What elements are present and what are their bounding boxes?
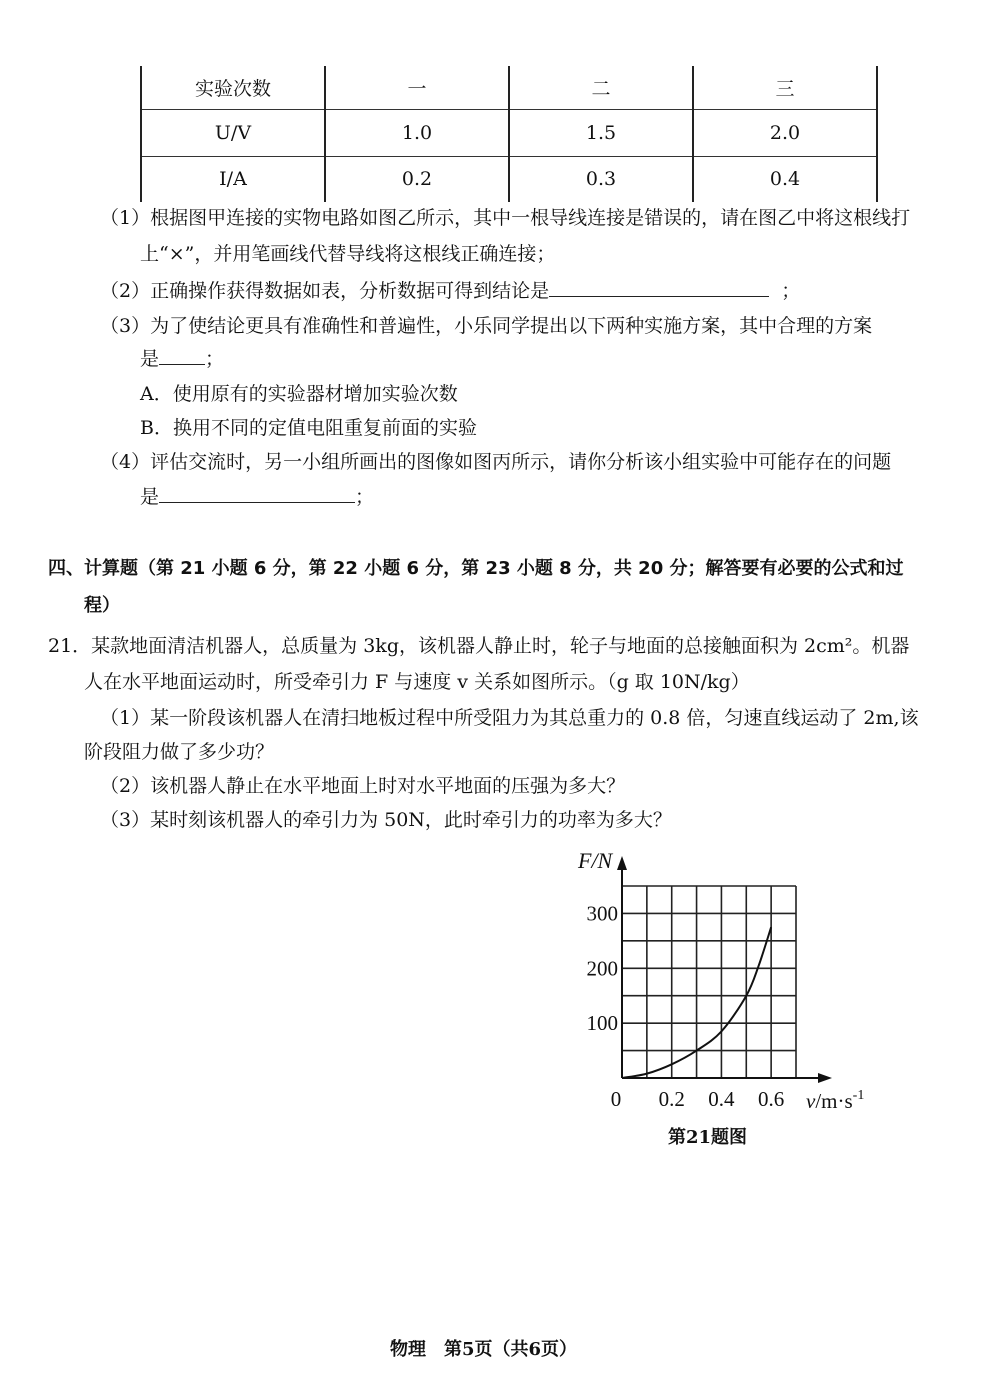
x-axis-arrow [818,1073,832,1083]
x-tick-label: 0.2 [658,1087,685,1111]
table-header-cell: 二 [509,66,693,110]
table-cell: 0.3 [509,156,693,202]
chart-axes [617,856,832,1083]
q20-part3-end: ； [205,348,225,370]
table-header-cell: 实验次数 [141,66,325,110]
y-tick-label: 300 [586,901,618,926]
chart-xlabel-var: v [806,1089,816,1113]
chart-ticks [587,901,785,1111]
experiment-data-table [140,66,878,202]
q20-part4-end: ； [355,486,375,508]
y-axis-arrow [617,856,627,870]
q20-part2-end: ； [781,280,801,302]
x-tick-label: 0.6 [758,1087,785,1111]
q20-part3-pre: 是 [140,348,160,370]
table-header-cell: 一 [325,66,509,110]
q20-part2-text: （2）正确操作获得数据如表，分析数据可得到结论是 [100,280,550,302]
section-4-heading-line2: 程） [84,595,120,616]
table-cell: U/V [141,110,325,156]
table-cell: 1.0 [325,110,509,156]
y-tick-label: 200 [586,956,618,981]
q21-sub2: （2）该机器人静止在水平地面上时对水平地面的压强为多大？ [100,775,626,797]
answer-blank[interactable] [159,346,205,365]
answer-blank[interactable] [549,278,769,297]
chart-caption: 第21题图 [668,1127,748,1148]
q20-part3-line1: （3）为了使结论更具有准确性和普遍性，小乐同学提出以下两种实施方案，其中合理的方案 [100,315,873,337]
q21-sub1-line1: （1）某一阶段该机器人在清扫地板过程中所受阻力为其总重力的 0.8 倍，匀速直线运动了 2m,该 [100,707,919,729]
q20-part4-line1: （4）评估交流时，另一小组所画出的图像如图丙所示，请你分析该小组实验中可能存在的问题 [100,451,892,473]
chart-xlabel-unit: /m·s [815,1089,853,1113]
force-velocity-chart [560,840,890,1160]
chart-xlabel [806,1088,864,1113]
q20-part2 [100,278,800,303]
q20-option-a: A．使用原有的实验器材增加实验次数 [140,383,458,405]
q21-sub1-line2: 阶段阻力做了多少功？ [84,741,275,763]
x-tick-label: 0.4 [708,1087,735,1111]
chart-xlabel-exp: -1 [852,1088,865,1103]
q20-part1-line2: 上“×”，并用笔画线代替导线将这根线正确连接； [140,243,556,265]
q21-sub3: （3）某时刻该机器人的牵引力为 50N，此时牵引力的功率为多大？ [100,809,672,831]
table-cell: 2.0 [693,110,877,156]
table-cell: 0.4 [693,156,877,202]
answer-blank[interactable] [159,484,355,503]
table-cell: 0.2 [325,156,509,202]
page-footer: 物理 第5页（共6页） [390,1339,578,1360]
table-header-cell: 三 [693,66,877,110]
section-4-heading-line1: 四、计算题（第 21 小题 6 分，第 22 小题 6 分，第 23 小题 8 分，共 20 分；解答要有必要的公式和过 [48,558,904,579]
q20-part3-line2 [140,346,224,371]
q21-line2: 人在水平地面运动时，所受牵引力 F 与速度 v 关系如图所示。（g 取 10N/kg） [84,671,750,693]
chart-ylabel: F/N [578,848,613,873]
table-row [141,110,877,156]
q21-line1: 21．某款地面清洁机器人，总质量为 3kg，该机器人静止时，轮子与地面的总接触面积为 2cm²。机器 [48,635,910,657]
table-header-row [141,66,877,110]
x-tick-label: 0 [610,1087,622,1111]
q20-part1-line1: （1）根据图甲连接的实物电路如图乙所示，其中一根导线连接是错误的，请在图乙中将这根线打 [100,207,911,229]
y-tick-label: 100 [586,1011,618,1036]
table-cell: I/A [141,156,325,202]
q20-part4-pre: 是 [140,486,160,508]
q20-part4-line2 [140,484,374,509]
table-row [141,156,877,202]
table-cell: 1.5 [509,110,693,156]
chart-grid [622,886,796,1078]
q20-option-b: B．换用不同的定值电阻重复前面的实验 [140,417,477,439]
